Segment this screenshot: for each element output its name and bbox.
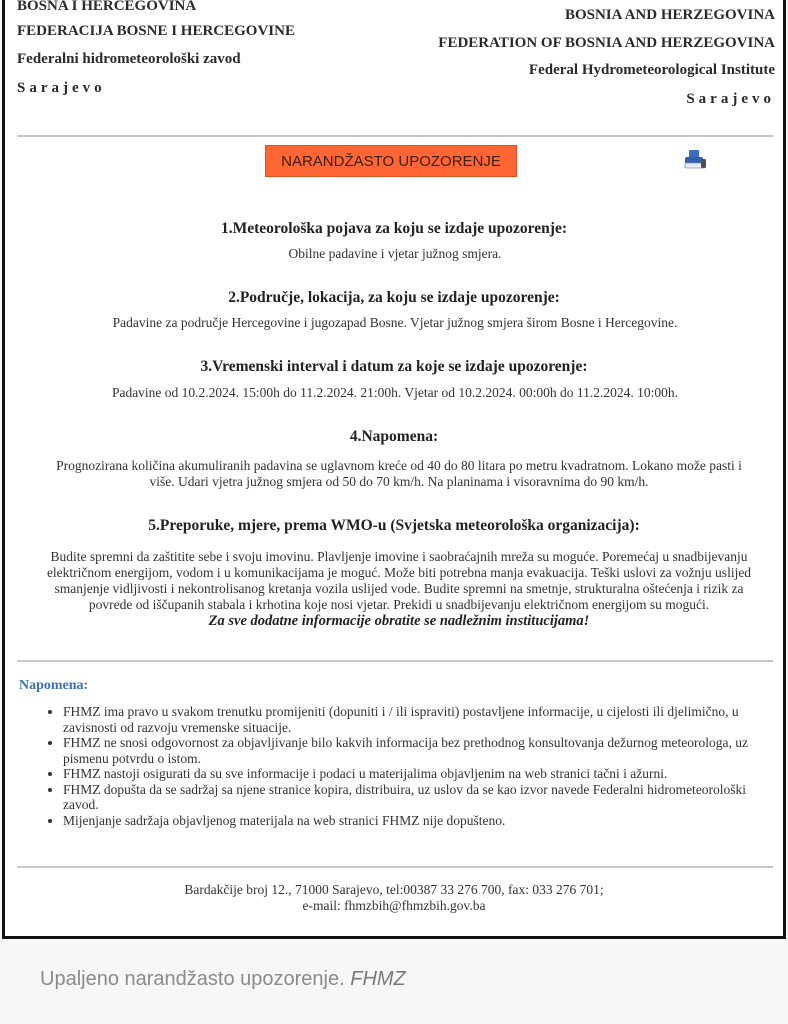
section-2-title: 2.Područje, lokacija, za koju se izdaje upozorenje: [228, 289, 560, 306]
note-item: • FHMZ dopušta da se sadržaj sa njene stranice kopira, distribuira, uz uslov da se kao izvor navede Federalni hidrometeorološki zavod. [63, 782, 769, 813]
header-left-institute: Federalni hidrometeorološki zavod [17, 51, 241, 67]
caption-credit: FHMZ [350, 968, 406, 990]
header-left-federation: FEDERACIJA BOSNE I HERCEGOVINE [17, 23, 295, 39]
warning-label: NARANDŽASTO UPOZORENJE [281, 152, 501, 170]
section-5-emphasis: Za sve dodatne informacije obratite se nadležnim institucijama! [208, 613, 590, 629]
footer-email: e-mail: fhmzbih@fhmzbih.gov.ba [302, 898, 486, 913]
header-left-city: Sarajevo [17, 80, 106, 96]
footer-contact [5, 882, 783, 914]
printer-icon[interactable] [681, 148, 709, 172]
section-1-title: 1.Meteorološka pojava za koju se izdaje upozorenje: [221, 220, 567, 237]
section-5-title: 5.Preporuke, mjere, prema WMO-u (Svjetska meteorološka organizacija): [148, 517, 640, 534]
section-2-body: Padavine za područje Hercegovine i jugozapad Bosne. Vjetar južnog smjera širom Bosne i Hercegovine. [112, 315, 678, 330]
header-right-country: BOSNIA AND HERZEGOVINA [564, 7, 775, 23]
section-5-text: Budite spremni da zaštitite sebe i svoju imovinu. Plavljenje imovine i saobraćajnih mreža su moguće. Poremećaj u snadbijevanju električnom energijom, vodom i u komunikacijama je moguć. Može biti potrebna manja evakuacija. Teški uslovi za vožnju uslijed smanjenje vidljivosti i nekontrolisanog kretanja vozila uslijed vode. Budite spremni na smetnje, strukturalna oštećenja i rizik za povrede od iščupanih stabala i krhotina koje nosi vjetar. Prekidi u snadbijevanju električnom energijom su mogući. [46, 549, 752, 612]
note-item: • FHMZ ne snosi odgovornost za objavljivanje bilo kakvih informacija bez prethodnog konsultovanja dežurnog meteorologa, uz pismenu potvrdu o istom. [63, 735, 769, 766]
header-right-city: Sarajevo [686, 91, 775, 107]
section-1-body: Obilne padavine i vjetar južnog smjera. [288, 246, 502, 261]
notes-list [41, 704, 769, 828]
section-3-body: Padavine od 10.2.2024. 15:00h do 11.2.2024. 21:00h. Vjetar od 10.2.2024. 00:00h do 11.2.2024. 10:00h. [111, 385, 679, 400]
note-item: • Mijenjanje sadržaja objavljenog materijala na web stranici FHMZ nije dopušteno. [63, 813, 769, 829]
section-4-title: 4.Napomena: [349, 428, 439, 445]
section-5-body [41, 549, 757, 629]
note-item: • FHMZ ima pravo u svakom trenutku promijeniti (dopuniti i / ili ispraviti) postavljene informacije, u cijelosti ili djelimično, u zavisnosti od razvoju vremenske situacije. [63, 704, 769, 735]
warning-document [2, 0, 786, 939]
section-4-body: Prognozirana količina akumuliranih padavina se uglavnom kreće od 40 do 80 litara po metru kvadratnom. Lokano može pasti i više. Udari vjetra južnog smjera od 50 do 70 km/h. Na planinama i visoravnima do 90 km/h. [56, 458, 742, 489]
header-divider [17, 135, 773, 137]
caption-text: Upaljeno narandžasto upozorenje. [40, 968, 345, 990]
header-left-country: BOSNA I HERCEGOVINA [17, 0, 197, 14]
orange-warning-badge [265, 145, 517, 177]
footer-address: Bardakčije broj 12., 71000 Sarajevo, tel:00387 33 276 700, fax: 033 276 701; [184, 882, 604, 897]
notes-divider [17, 660, 773, 662]
image-caption [40, 968, 406, 991]
note-item: • FHMZ nastoji osigurati da su sve informacije i podaci u materijalima objavljenim na web stranici tačni i ažurni. [63, 766, 769, 782]
footer-divider [17, 866, 773, 868]
section-3-title: 3.Vremenski interval i datum za koje se izdaje upozorenje: [200, 358, 588, 375]
header-right-federation: FEDERATION OF BOSNIA AND HERZEGOVINA [438, 35, 775, 51]
notes-title: Napomena: [19, 678, 89, 693]
header-right-institute: Federal Hydrometeorological Institute [528, 62, 775, 78]
